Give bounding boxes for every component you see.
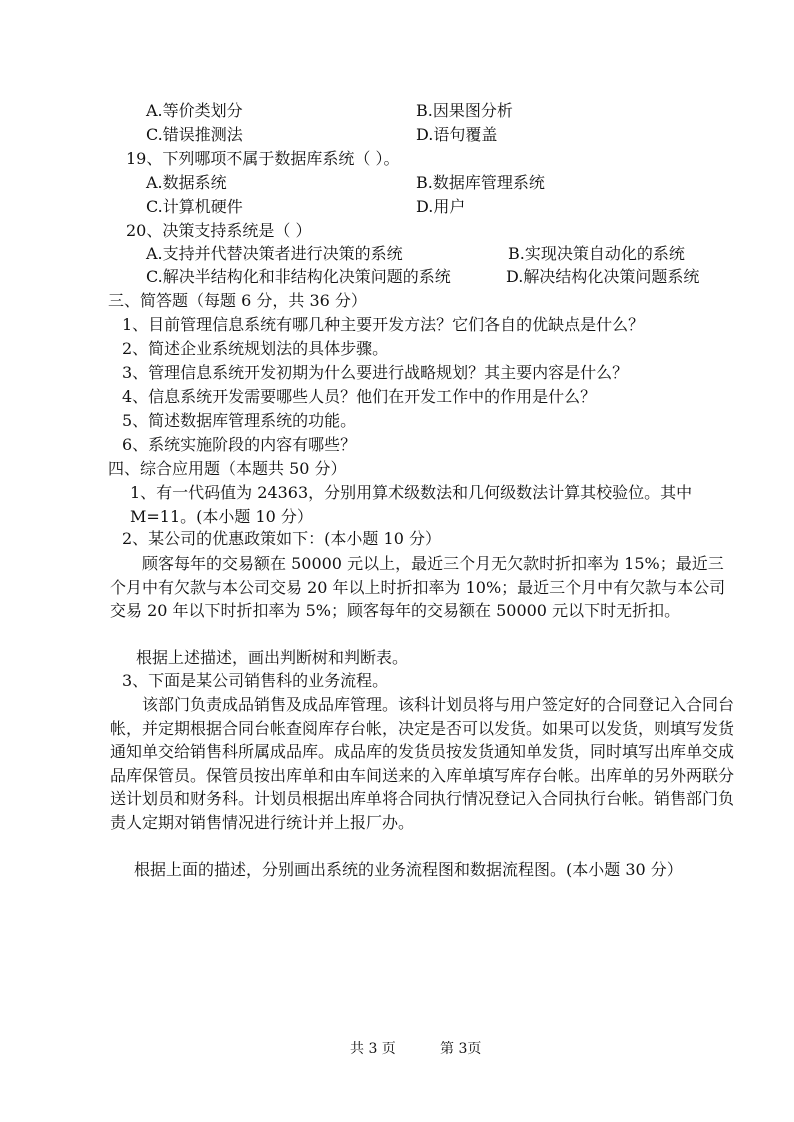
q19-option-d: D.用户 <box>416 197 466 216</box>
section4-question-2-body: 顾客每年的交易额在 50000 元以上，最近三个月无欠款时折扣率为 15%；最近三个月中有欠款与本公司交易 20 年以上时折扣率为 10%；最近三个月中有欠款与本公司交易 20 年以下时折扣率为 5%；顾客每年的交易额在 50000 元以下时无折扣。 <box>110 554 726 620</box>
q19-option-c: C.计算机硬件 <box>146 197 243 216</box>
q18-option-c: C.错误推测法 <box>146 125 243 144</box>
q20-option-b: B.实现决策自动化的系统 <box>508 244 685 263</box>
footer-current-page: 第 3页 <box>440 1041 482 1057</box>
footer-total-pages: 共 3 页 <box>350 1041 396 1057</box>
section3-question-5: 5、简述数据库管理系统的功能。 <box>122 411 357 430</box>
section3-question-2: 2、简述企业系统规划法的具体步骤。 <box>122 339 389 358</box>
section3-question-6: 6、系统实施阶段的内容有哪些？ <box>122 435 357 454</box>
section4-heading: 四、综合应用题（本题共 50 分） <box>108 459 347 478</box>
section4-question-1: 1、有一代码值为 24363，分别用算术级数法和几何级数法计算其校验位。其中 M=11。(本小题 10 分） <box>130 483 693 526</box>
q20-stem: 20、决策支持系统是（ ） <box>126 221 312 240</box>
section4-question-3-title: 3、下面是某公司销售科的业务流程。 <box>122 671 389 690</box>
q19-stem: 19、下列哪项不属于数据库系统（ ）。 <box>126 149 400 168</box>
q18-option-a: A.等价类划分 <box>146 101 243 120</box>
section3-question-1: 1、目前管理信息系统有哪几种主要开发方法？它们各自的优缺点是什么？ <box>122 315 645 334</box>
q18-option-d: D.语句覆盖 <box>416 125 498 144</box>
q19-option-b: B.数据库管理系统 <box>416 173 545 192</box>
q20-option-c: C.解决半结构化和非结构化决策问题的系统 <box>146 267 451 286</box>
section3-question-3: 3、管理信息系统开发初期为什么要进行战略规划？其主要内容是什么？ <box>122 363 629 382</box>
q18-option-b: B.因果图分析 <box>416 101 513 120</box>
section3-heading: 三、简答题（每题 6 分，共 36 分） <box>108 291 367 310</box>
q19-option-a: A.数据系统 <box>146 173 227 192</box>
section4-question-3-task: 根据上面的描述，分别画出系统的业务流程图和数据流程图。(本小题 30 分） <box>134 860 683 879</box>
section4-question-3-body: 该部门负责成品销售及成品库管理。该科计划员将与用户签定好的合同登记入合同台帐，并定期根据合同台帐查阅库存台帐，决定是否可以发货。如果可以发货，则填写发货通知单交给销售科所属成品库。成品库的发货员按发货通知单发货，同时填写出库单交成品库保管员。保管员按出库单和由车间送来的入库单填写库存台帐。出库单的另外两联分送计划员和财务科。计划员根据出库单将合同执行情况登记入合同执行台帐。销售部门负责人定期对销售情况进行统计并上报厂办。 <box>110 695 735 832</box>
section3-question-4: 4、信息系统开发需要哪些人员？他们在开发工作中的作用是什么？ <box>122 387 597 406</box>
q20-option-d: D.解决结构化决策问题系统 <box>506 267 700 286</box>
q20-option-a: A.支持并代替决策者进行决策的系统 <box>146 244 403 263</box>
section4-question-2-title: 2、某公司的优惠政策如下：(本小题 10 分） <box>122 529 441 548</box>
section4-question-2-task: 根据上述描述，画出判断树和判断表。 <box>136 648 409 667</box>
